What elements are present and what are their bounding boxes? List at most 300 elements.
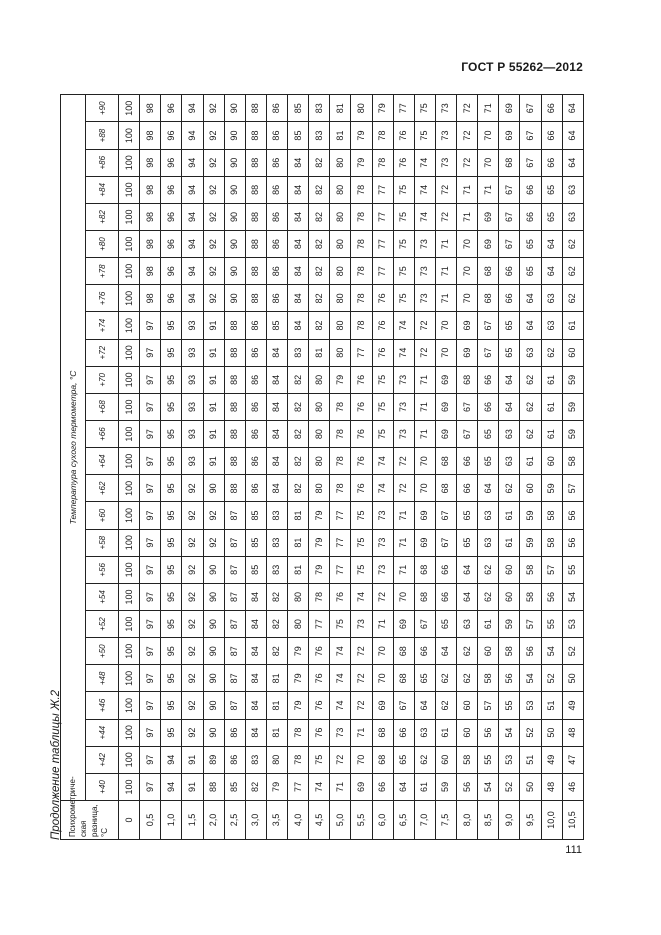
table-cell: 84 <box>288 312 309 339</box>
table-cell: 81 <box>266 665 287 692</box>
table-cell: 100 <box>119 773 140 800</box>
table-cell: 76 <box>309 692 330 719</box>
table-cell: 84 <box>266 421 287 448</box>
table-cell: 76 <box>309 665 330 692</box>
table-cell: 73 <box>372 529 393 556</box>
table-cell: 52 <box>562 638 583 665</box>
table-cell: 73 <box>414 258 435 285</box>
table-cell: 82 <box>309 312 330 339</box>
table-cell: 72 <box>435 176 456 203</box>
table-cell: 56 <box>478 719 499 746</box>
table-cell: 55 <box>478 746 499 773</box>
table-cell: 100 <box>119 475 140 502</box>
table-cell: 84 <box>245 665 266 692</box>
table-cell: 57 <box>478 692 499 719</box>
table-cell: 65 <box>541 176 562 203</box>
table-cell: 75 <box>351 502 372 529</box>
column-header: +86 <box>86 149 119 176</box>
table-cell: 79 <box>309 556 330 583</box>
table-cell: 97 <box>140 448 161 475</box>
table-row <box>372 95 393 840</box>
table-cell: 92 <box>203 258 224 285</box>
table-cell: 76 <box>351 366 372 393</box>
table-cell: 73 <box>435 149 456 176</box>
table-cell: 77 <box>393 95 414 122</box>
table-cell: 87 <box>224 611 245 638</box>
table-cell: 60 <box>435 746 456 773</box>
table-cell: 71 <box>478 95 499 122</box>
table-cell: 81 <box>330 95 351 122</box>
table-cell: 100 <box>119 638 140 665</box>
table-cell: 78 <box>372 122 393 149</box>
table-cell: 82 <box>266 638 287 665</box>
table-cell: 58 <box>478 665 499 692</box>
table-cell: 71 <box>435 258 456 285</box>
table-cell: 100 <box>119 583 140 610</box>
table-cell: 83 <box>309 122 330 149</box>
table-cell: 80 <box>330 339 351 366</box>
table-cell: 48 <box>562 719 583 746</box>
table-cell: 70 <box>435 312 456 339</box>
table-cell: 84 <box>245 692 266 719</box>
table-cell: 74 <box>414 176 435 203</box>
table-cell: 55 <box>499 692 520 719</box>
table-cell: 80 <box>330 176 351 203</box>
table-cell: 72 <box>414 312 435 339</box>
table-cell: 100 <box>119 95 140 122</box>
table-cell: 61 <box>499 529 520 556</box>
table-cell: 64 <box>520 285 541 312</box>
table-cell: 67 <box>478 339 499 366</box>
table-cell: 87 <box>224 665 245 692</box>
table-cell: 97 <box>140 502 161 529</box>
table-cell: 91 <box>203 312 224 339</box>
table-cell: 59 <box>520 502 541 529</box>
table-cell: 86 <box>266 149 287 176</box>
table-cell: 67 <box>414 611 435 638</box>
table-cell: 71 <box>393 556 414 583</box>
table-cell: 62 <box>562 285 583 312</box>
table-cell: 87 <box>224 583 245 610</box>
table-cell: 88 <box>245 95 266 122</box>
table-cell: 66 <box>541 122 562 149</box>
table-cell: 88 <box>245 203 266 230</box>
table-cell: 91 <box>182 746 203 773</box>
table-cell: 70 <box>457 258 478 285</box>
table-cell: 83 <box>266 529 287 556</box>
table-cell: 84 <box>245 611 266 638</box>
table-cell: 84 <box>266 448 287 475</box>
table-cell: 76 <box>309 638 330 665</box>
table-cell: 80 <box>309 366 330 393</box>
table-cell: 90 <box>203 719 224 746</box>
table-cell: 72 <box>393 475 414 502</box>
table-cell: 95 <box>161 366 182 393</box>
table-cell: 96 <box>161 285 182 312</box>
table-cell: 80 <box>330 149 351 176</box>
table-cell: 52 <box>541 665 562 692</box>
table-cell: 82 <box>266 611 287 638</box>
table-cell: 100 <box>119 258 140 285</box>
table-cell: 65 <box>393 746 414 773</box>
table-cell: 84 <box>245 719 266 746</box>
table-cell: 62 <box>478 556 499 583</box>
table-cell: 92 <box>203 122 224 149</box>
table-cell: 52 <box>499 773 520 800</box>
table-cell: 63 <box>457 611 478 638</box>
row-label: 3,5 <box>266 801 287 840</box>
table-cell: 64 <box>541 258 562 285</box>
row-label: 9,5 <box>520 801 541 840</box>
table-cell: 66 <box>541 95 562 122</box>
column-header: +62 <box>86 475 119 502</box>
table-cell: 69 <box>499 95 520 122</box>
table-cell: 73 <box>435 95 456 122</box>
table-row <box>119 95 140 840</box>
table-cell: 77 <box>330 502 351 529</box>
table-cell: 97 <box>140 529 161 556</box>
table-cell: 88 <box>224 475 245 502</box>
table-cell: 92 <box>203 502 224 529</box>
table-cell: 84 <box>288 203 309 230</box>
table-cell: 79 <box>330 366 351 393</box>
table-cell: 68 <box>393 638 414 665</box>
table-cell: 76 <box>330 583 351 610</box>
table-cell: 81 <box>288 502 309 529</box>
column-header: +78 <box>86 258 119 285</box>
table-caption: Продолжение таблицы Ж.2 <box>50 689 62 840</box>
table-cell: 70 <box>372 665 393 692</box>
table-cell: 84 <box>266 393 287 420</box>
table-cell: 49 <box>541 746 562 773</box>
table-cell: 93 <box>182 448 203 475</box>
table-cell: 95 <box>161 719 182 746</box>
table-cell: 61 <box>478 611 499 638</box>
table-cell: 84 <box>266 339 287 366</box>
table-cell: 87 <box>224 556 245 583</box>
table-cell: 86 <box>266 95 287 122</box>
table-cell: 85 <box>266 312 287 339</box>
table-row <box>203 95 224 840</box>
table-cell: 80 <box>330 203 351 230</box>
table-cell: 100 <box>119 122 140 149</box>
table-cell: 70 <box>393 583 414 610</box>
table-cell: 59 <box>562 393 583 420</box>
table-cell: 60 <box>457 719 478 746</box>
table-cell: 53 <box>520 692 541 719</box>
table-cell: 66 <box>414 638 435 665</box>
row-label: 7,0 <box>414 801 435 840</box>
table-cell: 63 <box>478 502 499 529</box>
table-cell: 90 <box>224 122 245 149</box>
table-cell: 73 <box>414 231 435 258</box>
table-cell: 76 <box>351 448 372 475</box>
table-cell: 60 <box>499 583 520 610</box>
column-header: +64 <box>86 448 119 475</box>
table-cell: 70 <box>478 149 499 176</box>
table-cell: 85 <box>224 773 245 800</box>
table-cell: 65 <box>541 203 562 230</box>
table-cell: 100 <box>119 502 140 529</box>
table-row <box>520 95 541 840</box>
table-cell: 62 <box>435 692 456 719</box>
table-cell: 91 <box>203 448 224 475</box>
table-cell: 70 <box>414 475 435 502</box>
table-cell: 64 <box>562 95 583 122</box>
table-cell: 66 <box>478 366 499 393</box>
table-cell: 97 <box>140 746 161 773</box>
table-cell: 100 <box>119 529 140 556</box>
table-cell: 86 <box>266 203 287 230</box>
table-cell: 96 <box>161 203 182 230</box>
table-cell: 80 <box>288 583 309 610</box>
table-cell: 87 <box>224 692 245 719</box>
column-header: +66 <box>86 421 119 448</box>
table-cell: 58 <box>520 583 541 610</box>
table-cell: 66 <box>499 285 520 312</box>
table-cell: 77 <box>330 556 351 583</box>
dry-bulb-header: Температура сухого термометра, °С <box>61 95 86 801</box>
table-cell: 83 <box>266 556 287 583</box>
table-cell: 86 <box>245 421 266 448</box>
table-cell: 62 <box>520 366 541 393</box>
column-header: +88 <box>86 122 119 149</box>
table-cell: 67 <box>520 95 541 122</box>
table-cell: 86 <box>266 176 287 203</box>
table-cell: 76 <box>372 339 393 366</box>
table-cell: 62 <box>562 231 583 258</box>
table-row <box>435 95 456 840</box>
table-cell: 95 <box>161 529 182 556</box>
table-cell: 88 <box>245 258 266 285</box>
table-cell: 69 <box>351 773 372 800</box>
table-cell: 88 <box>203 773 224 800</box>
table-cell: 75 <box>393 231 414 258</box>
table-cell: 55 <box>541 611 562 638</box>
table-cell: 97 <box>140 773 161 800</box>
table-cell: 88 <box>245 231 266 258</box>
table-cell: 92 <box>203 95 224 122</box>
table-cell: 82 <box>309 149 330 176</box>
table-cell: 85 <box>245 556 266 583</box>
table-cell: 82 <box>288 421 309 448</box>
table-cell: 100 <box>119 312 140 339</box>
table-cell: 96 <box>161 176 182 203</box>
column-header: +70 <box>86 366 119 393</box>
table-cell: 50 <box>541 719 562 746</box>
table-cell: 62 <box>520 393 541 420</box>
table-cell: 74 <box>309 773 330 800</box>
table-cell: 74 <box>393 312 414 339</box>
table-cell: 60 <box>478 638 499 665</box>
table-cell: 77 <box>351 339 372 366</box>
table-cell: 92 <box>182 583 203 610</box>
table-cell: 66 <box>372 773 393 800</box>
table-cell: 92 <box>203 285 224 312</box>
table-row <box>457 95 478 840</box>
column-header: +46 <box>86 692 119 719</box>
table-cell: 92 <box>182 475 203 502</box>
table-cell: 86 <box>266 122 287 149</box>
table-row <box>245 95 266 840</box>
table-cell: 95 <box>161 312 182 339</box>
table-cell: 80 <box>309 421 330 448</box>
table-cell: 84 <box>266 475 287 502</box>
table-cell: 90 <box>203 611 224 638</box>
table-cell: 78 <box>351 312 372 339</box>
table-cell: 61 <box>562 312 583 339</box>
table-cell: 66 <box>457 475 478 502</box>
table-cell: 69 <box>393 611 414 638</box>
table-cell: 64 <box>393 773 414 800</box>
table-cell: 56 <box>562 502 583 529</box>
row-label: 5,0 <box>330 801 351 840</box>
row-label: 9,0 <box>499 801 520 840</box>
table-cell: 62 <box>414 746 435 773</box>
column-header: +48 <box>86 665 119 692</box>
table-cell: 64 <box>457 583 478 610</box>
table-cell: 85 <box>288 122 309 149</box>
table-cell: 97 <box>140 312 161 339</box>
table-cell: 96 <box>161 95 182 122</box>
table-cell: 96 <box>161 122 182 149</box>
column-header: +82 <box>86 203 119 230</box>
table-cell: 82 <box>309 176 330 203</box>
table-cell: 57 <box>541 556 562 583</box>
table-cell: 88 <box>245 149 266 176</box>
table-cell: 73 <box>351 611 372 638</box>
row-label: 3,0 <box>245 801 266 840</box>
table-cell: 94 <box>182 122 203 149</box>
table-cell: 69 <box>457 312 478 339</box>
table-cell: 82 <box>309 285 330 312</box>
table-cell: 69 <box>372 692 393 719</box>
table-cell: 71 <box>351 719 372 746</box>
table-cell: 82 <box>266 583 287 610</box>
table-cell: 75 <box>351 556 372 583</box>
table-cell: 82 <box>309 258 330 285</box>
table-cell: 84 <box>266 366 287 393</box>
table-cell: 67 <box>435 502 456 529</box>
table-cell: 89 <box>203 746 224 773</box>
table-cell: 86 <box>245 366 266 393</box>
table-cell: 100 <box>119 448 140 475</box>
table-cell: 82 <box>309 203 330 230</box>
table-cell: 59 <box>562 421 583 448</box>
table-cell: 68 <box>457 366 478 393</box>
table-cell: 79 <box>288 692 309 719</box>
table-cell: 65 <box>520 258 541 285</box>
column-header: +54 <box>86 583 119 610</box>
table-cell: 74 <box>330 665 351 692</box>
table-row <box>541 95 562 840</box>
table-cell: 80 <box>330 312 351 339</box>
table-cell: 54 <box>541 638 562 665</box>
table-cell: 80 <box>330 285 351 312</box>
table-cell: 83 <box>288 339 309 366</box>
table-cell: 86 <box>245 312 266 339</box>
table-cell: 87 <box>224 638 245 665</box>
table-cell: 62 <box>541 339 562 366</box>
table-cell: 67 <box>478 312 499 339</box>
table-cell: 78 <box>330 421 351 448</box>
table-cell: 61 <box>520 448 541 475</box>
table-cell: 69 <box>414 502 435 529</box>
table-cell: 68 <box>393 665 414 692</box>
table-cell: 73 <box>330 719 351 746</box>
table-cell: 80 <box>266 746 287 773</box>
table-cell: 62 <box>457 665 478 692</box>
table-cell: 90 <box>203 583 224 610</box>
table-cell: 62 <box>520 421 541 448</box>
table-cell: 78 <box>351 203 372 230</box>
table-cell: 76 <box>351 475 372 502</box>
table-cell: 50 <box>562 665 583 692</box>
table-cell: 81 <box>266 719 287 746</box>
table-cell: 78 <box>309 583 330 610</box>
table-cell: 78 <box>288 746 309 773</box>
table-cell: 86 <box>224 719 245 746</box>
table-cell: 72 <box>457 122 478 149</box>
table-cell: 97 <box>140 611 161 638</box>
table-cell: 76 <box>372 312 393 339</box>
table-cell: 59 <box>562 366 583 393</box>
table-cell: 87 <box>224 529 245 556</box>
table-row <box>309 95 330 840</box>
table-cell: 95 <box>161 583 182 610</box>
table-cell: 90 <box>203 692 224 719</box>
table-cell: 58 <box>541 529 562 556</box>
table-cell: 67 <box>435 529 456 556</box>
table-cell: 80 <box>309 475 330 502</box>
table-cell: 71 <box>414 393 435 420</box>
table-cell: 62 <box>435 665 456 692</box>
table-cell: 62 <box>457 638 478 665</box>
table-cell: 82 <box>309 231 330 258</box>
row-label: 5,5 <box>351 801 372 840</box>
table-cell: 59 <box>435 773 456 800</box>
corner-header-line-2: ская разница, °С <box>78 804 110 837</box>
table-cell: 59 <box>541 475 562 502</box>
table-cell: 72 <box>351 638 372 665</box>
table-cell: 73 <box>393 393 414 420</box>
table-cell: 90 <box>203 475 224 502</box>
table-cell: 91 <box>203 366 224 393</box>
table-cell: 70 <box>457 231 478 258</box>
table-cell: 92 <box>182 556 203 583</box>
row-label: 10,5 <box>562 801 583 840</box>
table-cell: 66 <box>435 583 456 610</box>
table-cell: 83 <box>245 746 266 773</box>
row-label: 0 <box>119 801 140 840</box>
table-cell: 94 <box>182 285 203 312</box>
table-cell: 74 <box>414 149 435 176</box>
table-cell: 57 <box>520 611 541 638</box>
table-cell: 54 <box>520 665 541 692</box>
table-cell: 67 <box>457 393 478 420</box>
table-row <box>161 95 182 840</box>
table-cell: 61 <box>541 421 562 448</box>
table-cell: 66 <box>393 719 414 746</box>
table-cell: 95 <box>161 448 182 475</box>
table-row <box>562 95 583 840</box>
table-row <box>140 95 161 840</box>
table-cell: 67 <box>499 176 520 203</box>
table-cell: 78 <box>351 285 372 312</box>
table-cell: 75 <box>330 611 351 638</box>
table-cell: 80 <box>330 258 351 285</box>
table-cell: 68 <box>414 556 435 583</box>
